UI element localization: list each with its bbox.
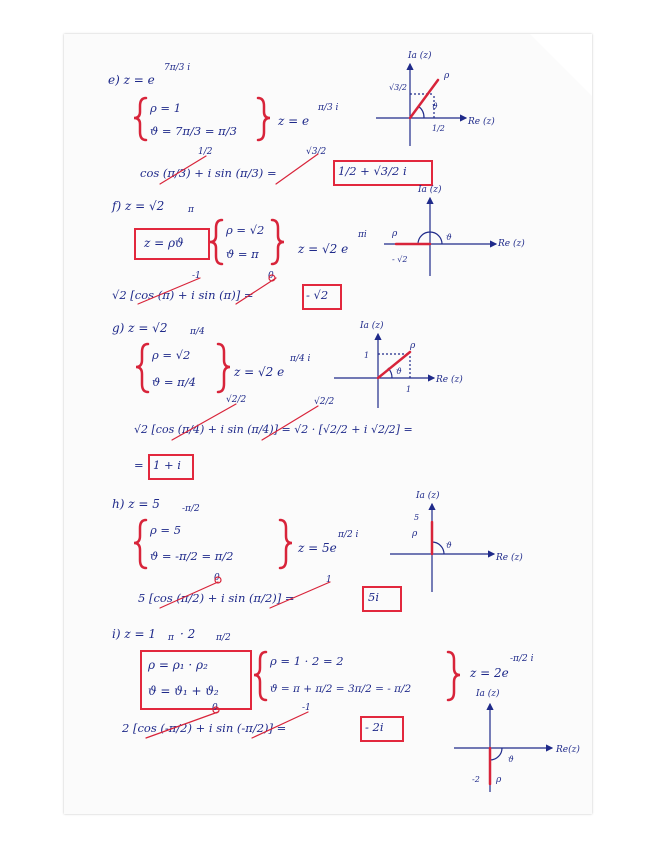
g-graph-vector [378, 352, 410, 378]
h-rho: ρ = 5 [150, 523, 182, 537]
i-graph-rho: ρ [496, 775, 502, 785]
f-result: z = √2 e [298, 242, 349, 256]
g-strike-sin [262, 406, 318, 440]
i-strike-cos [146, 712, 218, 738]
e-graph-rho: ρ [444, 71, 450, 81]
h-result: z = 5e [298, 541, 337, 555]
f-graph-re-label: Re (z) [498, 239, 525, 249]
h-graph-rho: ρ [412, 529, 418, 539]
f-strike-sin [236, 278, 276, 304]
f-definition: f) z = √2 [112, 199, 165, 213]
h-theta: ϑ = -π/2 = π/2 [150, 549, 234, 563]
e-brace-right [258, 98, 270, 140]
e-graph-theta: ϑ [432, 102, 438, 111]
h-brace-left [134, 520, 146, 568]
e-graph-re-label: Re (z) [468, 117, 495, 127]
g-graph-re-label: Re (z) [436, 375, 463, 385]
i-graph-im-label: Ia (z) [476, 689, 500, 699]
h-graph-im-label: Ia (z) [416, 491, 440, 501]
g-result-exponent: π/4 i [290, 354, 311, 364]
i-result-exponent: -π/2 i [510, 654, 534, 664]
i-definition: i) z = 1 [112, 627, 156, 641]
f-formula: z = ρϑ [144, 236, 184, 250]
h-strike-sin [270, 582, 330, 608]
f-note-sin: 0 [268, 271, 274, 281]
f-theta: ϑ = π [226, 247, 259, 261]
i-theta: ϑ = π + π/2 = 3π/2 = - π/2 [270, 683, 412, 695]
f-brace-left [210, 220, 222, 264]
h-definition: h) z = 5 [112, 497, 160, 511]
f-graph-rho: ρ [392, 229, 398, 239]
e-definition: e) z = e [108, 73, 155, 87]
e-result: z = e [278, 114, 310, 128]
f-result-exponent: πi [358, 230, 367, 240]
g-equals: = [134, 458, 144, 472]
h-note-cos: 0 [214, 573, 220, 583]
f-note-cos: -1 [192, 271, 201, 281]
g-graph-theta: ϑ [396, 367, 402, 376]
i-graph-re-label: Re(z) [556, 745, 580, 755]
h-result-exponent: π/2 i [338, 530, 359, 540]
i-definition-mid: · 2 [180, 627, 196, 641]
f-graph-x-tick: - √2 [392, 255, 408, 264]
i-expansion: 2 [cos (-π/2) + i sin (-π/2)] = [122, 721, 287, 735]
h-graph-re-label: Re (z) [496, 553, 523, 563]
h-expansion: 5 [cos (π/2) + i sin (π/2)] = [138, 591, 295, 605]
i-graph-theta: ϑ [508, 755, 514, 764]
f-definition-sub: π [188, 205, 194, 215]
h-graph-y-tick: 5 [414, 513, 420, 522]
e-graph-x-tick: 1/2 [432, 124, 445, 133]
g-graph-rho: ρ [410, 341, 416, 351]
h-graph-theta: ϑ [446, 541, 452, 550]
f-expansion: √2 [cos (π) + i sin (π)] = [112, 288, 254, 302]
f-answer: - √2 [306, 288, 329, 302]
h-brace-right [280, 520, 292, 568]
h-strike-cos [160, 582, 218, 608]
g-definition-sub: π/4 [190, 327, 205, 337]
e-answer: 1/2 + √3/2 i [338, 164, 407, 178]
g-strike-cos [172, 404, 236, 440]
i-note-sin: -1 [302, 703, 311, 713]
g-result: z = √2 e [234, 365, 285, 379]
e-graph-im-label: Ia (z) [408, 51, 432, 61]
i-definition-sub-1: π [168, 633, 174, 643]
g-brace-left [136, 344, 148, 392]
h-definition-sub: -π/2 [182, 504, 200, 514]
i-brace-left [254, 652, 266, 700]
f-rho: ρ = √2 [226, 223, 265, 237]
h-note-sin: 1 [326, 575, 332, 585]
g-graph-im-label: Ia (z) [360, 321, 384, 331]
e-definition-exponent: 7π/3 i [164, 63, 191, 73]
f-graph-im-label: Ia (z) [418, 185, 442, 195]
e-note-sin: √3/2 [306, 147, 327, 157]
e-graph-y-tick: √3/2 [389, 83, 407, 92]
i-box-theta: ϑ = ϑ₁ + ϑ₂ [148, 684, 219, 698]
g-note-sin: √2/2 [314, 397, 335, 407]
i-brace-right [448, 652, 460, 700]
e-theta: ϑ = 7π/3 = π/3 [150, 124, 237, 138]
i-box-rho: ρ = ρ₁ · ρ₂ [148, 658, 208, 672]
f-brace-right [272, 220, 284, 264]
e-brace-left [134, 98, 146, 140]
g-answer: 1 + i [153, 458, 181, 472]
e-rho: ρ = 1 [150, 101, 182, 115]
g-definition: g) z = √2 [112, 321, 168, 335]
e-strike-cos [160, 156, 206, 184]
i-note-cos: 0 [212, 703, 218, 713]
g-brace-right [218, 344, 230, 392]
g-rho: ρ = √2 [152, 348, 191, 362]
g-expansion: √2 [cos (π/4) + i sin (π/4)] = √2 · [√2/2 + i √2/2] = [134, 423, 413, 436]
e-strike-sin [276, 154, 318, 184]
e-result-exponent: π/3 i [318, 103, 339, 113]
g-graph-y-tick: 1 [364, 351, 370, 360]
h-answer: 5i [368, 590, 379, 604]
e-expansion: cos (π/3) + i sin (π/3) = [140, 166, 277, 180]
i-answer: - 2i [365, 720, 384, 734]
f-strike-cos [138, 278, 200, 304]
i-graph-y-tick: -2 [472, 775, 480, 784]
i-definition-sub-2: π/2 [216, 633, 231, 643]
g-theta: ϑ = π/4 [152, 375, 196, 389]
i-result: z = 2e [470, 666, 509, 680]
g-graph-x-tick: 1 [406, 385, 412, 394]
i-rho: ρ = 1 · 2 = 2 [270, 654, 344, 668]
g-note-cos: √2/2 [226, 395, 247, 405]
f-graph-theta: ϑ [446, 233, 452, 242]
e-note-cos: 1/2 [198, 147, 213, 157]
i-strike-sin [252, 712, 308, 738]
